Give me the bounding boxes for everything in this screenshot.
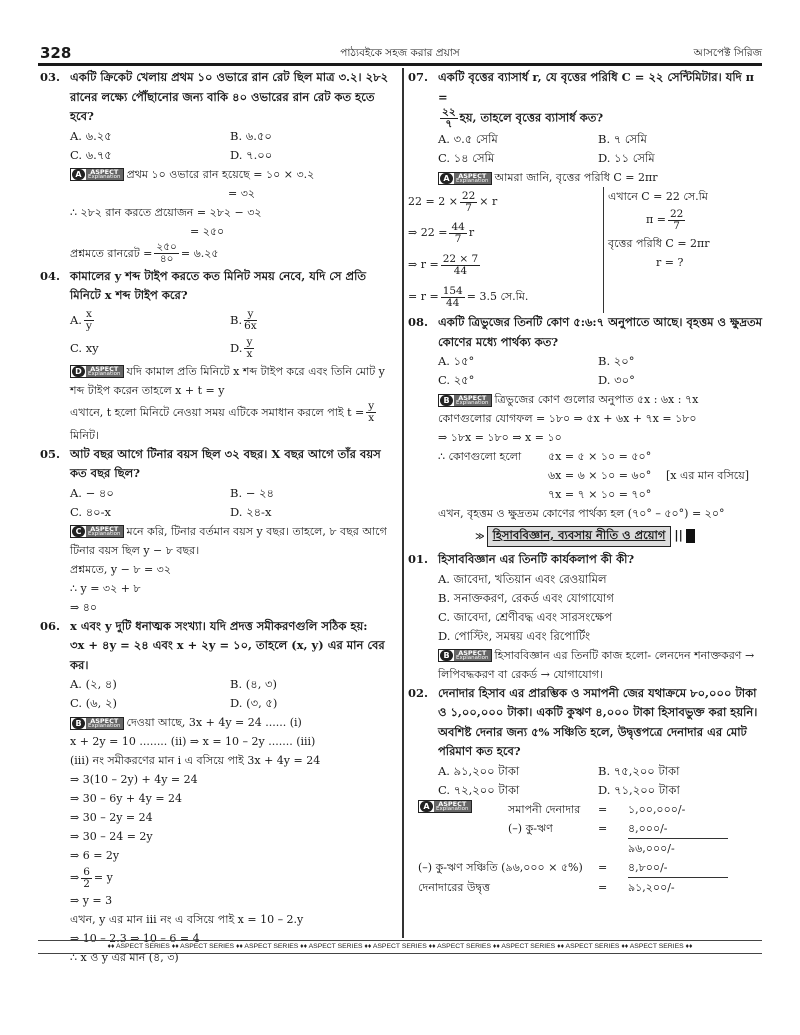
double-chevron-icon: ≫	[475, 532, 485, 542]
exp-line: r	[468, 226, 475, 239]
badge-sub: Explanation	[436, 805, 469, 812]
section-block	[686, 529, 695, 543]
option: A. − ৪০	[70, 485, 114, 500]
option: B. ২০°	[598, 354, 635, 368]
exp-line: ⇒	[70, 871, 80, 884]
option: C. xy	[70, 340, 99, 355]
option: D. ৩০°	[598, 373, 635, 387]
question-text: হিসাববিজ্ঞান এর তিনটি কার্যকলাপ কী কী?	[438, 552, 635, 566]
explanation	[408, 646, 762, 684]
exp-line: ⇒ 6 = 2y	[70, 849, 120, 862]
exp-line: (iii) নং সমীকরণের মান i এ বসিয়ে পাই 3x + 4y = 24	[70, 754, 321, 767]
series-name: আসপেক্ট সিরিজ	[693, 47, 762, 59]
section-header	[408, 526, 762, 547]
numerator: 6	[83, 865, 90, 878]
option	[230, 334, 390, 362]
exp-line: ত্রিভুজের কোণ গুলোর অনুপাত ৫x : ৬x : ৭x	[494, 393, 699, 406]
exp-line: প্রশ্নমতে, y − ৮ = ৩২	[70, 562, 171, 576]
exp-line: এখন, বৃহত্তম ও ক্ষুদ্রতম কোণের পার্থক্য হল (৭০° – ৫০°) = ২০°	[438, 507, 725, 520]
question-text: হয়, তাহলে বৃত্তের ব্যাসার্ধ কত?	[459, 110, 604, 125]
section-bars: ||	[674, 528, 683, 542]
badge-brand: ASPECT	[438, 799, 467, 808]
answer-badge	[418, 800, 472, 813]
column-divider	[402, 68, 404, 938]
answer-letter: B	[440, 395, 453, 406]
exp-line: ⇒ 30 – 2y = 24	[70, 811, 153, 824]
numerator: y	[244, 309, 257, 321]
options	[40, 306, 398, 362]
explanation	[40, 362, 398, 445]
exp-line: ⇒ r =	[408, 258, 439, 271]
exp-line: = y	[93, 871, 113, 884]
denominator: 7	[454, 232, 462, 245]
exp-line: আমরা জানি, বৃত্তের পরিধি C = 2πr	[494, 171, 658, 184]
badge-brand: ASPECT	[458, 649, 487, 657]
badge-brand: ASPECT	[458, 171, 487, 180]
calc-label	[508, 839, 598, 858]
exp-line: = ৩২	[228, 186, 256, 200]
option: D. (৩, ৫)	[230, 696, 278, 710]
calc-value: ৯১,২০০/-	[628, 880, 675, 894]
options	[408, 762, 762, 800]
exp-line: = ২৫০	[190, 224, 225, 238]
options	[40, 484, 398, 522]
exp-line: কোণগুলোর যোগফল = ১৮০ ⇒ ৫x + ৬x + ৭x = ১৮০	[438, 412, 697, 425]
calc-eq	[598, 839, 628, 858]
option: C. ২৫°	[438, 373, 475, 387]
badge-sub: Explanation	[88, 174, 121, 180]
question-text: দেনাদার হিসাব এর প্রারম্ভিক ও সমাপনী জের যথাক্রমে ৮০,০০০ টাকা ও ১,০০,০০০ টাকা। একটি কুঋণ ৪,০০০ টাকা হিসাবভুক্ত করা হয়নি। অবশিষ্ট দেনার জন্য ৫% সঞ্চিতি হলে, উদ্বৃত্তপত্রে দেনাদার এর মোট পরিমাণ কত হবে?	[438, 685, 758, 758]
exp-line: ⇒ 10 – 2.3 ⇒ 10 – 6 = 4	[70, 932, 200, 945]
question-04	[40, 267, 398, 445]
question-text: একটি বৃত্তের ব্যাসার্ধ r, যে বৃত্তের পরিধি C = ২২ সেন্টিমিটার। যদি π =	[438, 70, 755, 104]
exp-line: = 3.5 সে.মি.	[466, 290, 529, 303]
answer-badge	[70, 168, 124, 181]
exp-line: ⇒ 30 – 24 = 2y	[70, 830, 153, 843]
question-text: x এবং y দুটি ধনাত্মক সংখ্যা। যদি প্রদত্ত সমীকরণগুলি সঠিক হয়:	[70, 618, 368, 633]
explanation	[408, 168, 762, 187]
option: C. (৬, ২)	[70, 696, 117, 710]
exp-line: ⇒ 22 =	[408, 226, 448, 239]
explanation	[40, 522, 398, 617]
badge-brand: ASPECT	[90, 525, 119, 533]
question-text: একটি ক্রিকেট খেলায় প্রথম ১০ ওভারে রান রেট ছিল মাত্র ৩.২। ২৮২ রানের লক্ষ্যে পৌঁছানোর জন্য বাকি ৪০ ওভারের রান রেট কত হতে হবে?	[70, 70, 389, 123]
exp-line: = r =	[408, 290, 439, 303]
option: A. ১৫°	[438, 354, 475, 368]
answer-letter: A	[72, 169, 85, 180]
option: A. ৩.৫ সেমি	[438, 132, 498, 146]
calc-row	[418, 819, 762, 839]
option: B. ৭ সেমি	[598, 132, 647, 146]
denominator: 44	[453, 264, 468, 277]
option: A. জাবেদা, খতিয়ান এবং রেওয়ামিল	[438, 571, 607, 586]
question-number: 01.	[408, 552, 429, 566]
numerator: y	[246, 336, 253, 348]
option: C. জাবেদা, শ্রেণীবদ্ধ এবং সারসংক্ষেপ	[438, 609, 613, 624]
option-label: B.	[230, 312, 243, 327]
footer-banner: ♦♦ ASPECT SERIES ♦♦ ASPECT SERIES ♦♦ ASPECT SERIES ♦♦ ASPECT SERIES ♦♦ ASPECT SERIES ♦♦ ASPECT SERIES ♦♦ ASPECT SERIES ♦♦ ASPECT SERIES ♦♦ ASPECT SERIES ♦♦	[38, 940, 762, 954]
badge-sub: Explanation	[456, 177, 489, 184]
exp-line: ⇒ ৪০	[70, 600, 98, 614]
exp-note: [x এর মান বসিয়ে]	[666, 469, 749, 482]
exp-line: ⇒ ১৮x = ১৮০ ⇒ x = ১০	[438, 431, 562, 444]
exp-line: ⇒ y = 3	[70, 894, 113, 907]
option: D. ৭.০০	[230, 147, 273, 162]
question-number: 05.	[40, 446, 61, 461]
page-number: 328	[40, 44, 72, 62]
question-01	[408, 550, 762, 684]
answer-badge	[438, 172, 492, 185]
option: A. ৬.২৫	[70, 128, 112, 143]
option	[70, 306, 230, 334]
denominator: ৪০	[159, 253, 174, 265]
exp-line: হিসাববিজ্ঞান এর তিনটি কাজ হলো- লেনদেন শনাক্তকরণ → লিপিবদ্ধকরণ বা রেকর্ড → যোগাযোগ।	[438, 648, 755, 681]
calc-value: ৯৬,০০০/-	[628, 841, 675, 855]
question-02	[408, 684, 762, 897]
answer-badge	[438, 649, 492, 662]
option: C. ৬.৭৫	[70, 147, 112, 162]
question-07	[408, 68, 762, 313]
exp-line: প্রথম ১০ ওভারে রান হয়েছে = ১০ × ৩.২	[126, 167, 315, 181]
exp-line: এখানে C = 22 সে.মি	[608, 190, 708, 203]
numerator: ২৫০	[156, 241, 177, 253]
question-number: 07.	[408, 70, 429, 84]
question-text: ৩x + ৪y = ২৪ এবং x + ২y = ১০, তাহলে (x, y) এর মান বের কর।	[70, 638, 385, 672]
exp-line: r = ?	[656, 256, 684, 269]
exp-line: ∴ x ও y এর মান (৪, ৩)	[70, 951, 179, 964]
numerator: 22	[669, 207, 684, 220]
denominator: 7	[673, 219, 680, 232]
badge-brand: ASPECT	[458, 393, 487, 402]
question-03	[40, 68, 398, 267]
question-text: কামালের y শব্দ টাইপ করতে কত মিনিট সময় নেবে, যদি সে প্রতি মিনিটে x শব্দ টাইপ করে?	[70, 268, 367, 302]
calc-value: ৪,৮০০/-	[628, 858, 728, 878]
question-08	[408, 313, 762, 523]
option: B. ৬.৫০	[230, 128, 272, 143]
question-06	[40, 617, 398, 968]
numerator: y	[368, 400, 375, 412]
answer-badge	[70, 365, 124, 378]
solution-steps	[408, 187, 603, 313]
exp-line: ৬x = ৬ × ১০ = ৬০°	[548, 469, 652, 482]
exp-line: ৫x = ৫ × ১০ = ৫০°	[548, 450, 652, 463]
badge-sub: Explanation	[88, 371, 121, 377]
calc-row	[418, 839, 762, 858]
exp-line: মিনিট।	[70, 428, 99, 442]
solution-split	[408, 187, 762, 313]
denominator: x	[368, 412, 375, 424]
exp-line: x + 2y = 10 ........ (ii) ⇒ x = 10 – 2y ....... (iii)	[70, 735, 316, 748]
option	[230, 306, 390, 334]
question-text: একটি ত্রিভুজের তিনটি কোণ ৫:৬:৭ অনুপাতে আছে। বৃহত্তম ও ক্ষুদ্রতম কোণের মধ্যে পার্থক্য কত?	[438, 315, 762, 349]
question-number: 03.	[40, 70, 61, 84]
exp-line: = ৬.২৫	[180, 246, 219, 260]
right-column	[408, 68, 762, 897]
option: D. ১১ সেমি	[598, 151, 655, 165]
exp-line: ∴ কোণগুলো হলো	[438, 450, 522, 463]
option: A. ৯১,২০০ টাকা	[438, 763, 520, 778]
denominator: y	[85, 320, 92, 332]
answer-letter: D	[72, 366, 85, 377]
answer-letter: B	[72, 718, 85, 729]
option: D. পোস্টিং, সমন্বয় এবং রিপোর্টিং	[438, 628, 591, 643]
badge-sub: Explanation	[88, 722, 121, 729]
badge-brand: ASPECT	[90, 716, 119, 725]
given-values	[603, 187, 710, 313]
exp-line: ৭x = ৭ × ১০ = ৭০°	[548, 488, 652, 501]
header-title: পাঠ্যবইকে সহজ করার প্রয়াস	[340, 47, 460, 59]
exp-line: ∴ y = ৩২ + ৮	[70, 581, 141, 595]
calc-eq: =	[598, 880, 608, 894]
badge-sub: Explanation	[456, 399, 489, 406]
question-05	[40, 445, 398, 617]
calc-eq: =	[598, 802, 608, 816]
exp-line: ⇒ 30 – 6y + 4y = 24	[70, 792, 183, 805]
exp-line: এখানে, t হলো মিনিটে নেওয়া সময় এটিকে সমাধান করলে পাই t =	[70, 405, 365, 419]
exp-line: যদি কামাল প্রতি মিনিটে x শব্দ টাইপ করে এবং তিনি মোট y শব্দ টাইপ করেন তাহলে x + t = y	[70, 364, 385, 397]
section-title: হিসাববিজ্ঞান, ব্যবসায় নীতি ও প্রয়োগ	[487, 526, 672, 547]
denominator: x	[246, 348, 253, 360]
explanation	[40, 165, 398, 267]
option: A. (২, ৪)	[70, 677, 117, 691]
denominator: 2	[83, 877, 90, 890]
option: C. ৭২,২০০ টাকা	[438, 782, 520, 797]
option: B. (৪, ৩)	[230, 677, 277, 691]
denominator: 44	[446, 296, 460, 309]
calc-label: সমাপনী দেনাদার	[508, 802, 581, 816]
denominator: 7	[465, 201, 472, 214]
calc-label: দেনাদারের উদ্বৃত্ত	[418, 880, 490, 894]
question-number: 02.	[408, 685, 429, 700]
option-label: A.	[70, 312, 82, 327]
exp-line: এখন, y এর মান iii নং এ বসিয়ে পাই x = 10 – 2.y	[70, 913, 304, 926]
left-column	[40, 68, 398, 967]
answer-badge	[438, 394, 492, 407]
answer-badge	[70, 525, 124, 538]
exp-line: π =	[646, 213, 666, 226]
calc-value: ৪,০০০/-	[628, 819, 728, 839]
option: B. সনাক্তকরণ, রেকর্ড এবং যোগাযোগ	[438, 590, 614, 605]
answer-letter: A	[440, 173, 453, 184]
calc-row	[418, 800, 762, 819]
calc-label: (–) কু-ঋণ	[508, 821, 553, 835]
exp-line: 22 = 2 ×	[408, 195, 458, 208]
option: D. ৭১,২০০ টাকা	[598, 782, 680, 797]
question-number: 08.	[408, 315, 429, 329]
exp-line: ⇒ 3(10 – 2y) + 4y = 24	[70, 773, 198, 786]
badge-brand: ASPECT	[90, 365, 119, 373]
options	[408, 352, 762, 390]
option: C. ৪০-x	[70, 504, 112, 519]
option: D. ২৪-x	[230, 504, 272, 519]
options	[40, 127, 398, 165]
numerator: x	[85, 308, 92, 320]
question-number: 04.	[40, 268, 61, 283]
numerator: 44	[451, 220, 465, 233]
badge-brand: ASPECT	[90, 168, 119, 176]
calc-row	[418, 878, 762, 897]
explanation	[408, 390, 762, 523]
exp-line: দেওয়া আছে, 3x + 4y = 24 ...... (i)	[126, 716, 302, 729]
exp-line: প্রশ্নমতে রানরেট =	[70, 246, 153, 260]
fraction	[154, 242, 178, 265]
answer-letter: B	[440, 650, 453, 661]
option: C. ১৪ সেমি	[438, 151, 495, 165]
numerator: 22 × 7	[442, 252, 479, 265]
question-number: 06.	[40, 618, 61, 633]
option: B. ৭৫,২০০ টাকা	[598, 763, 680, 778]
denominator: 6x	[244, 320, 257, 332]
calc-label: (–) কু-ঋণ সঞ্চিতি (৯৬,০০০ × ৫%)	[418, 860, 583, 874]
numerator: 154	[442, 284, 463, 297]
exp-line: বৃত্তের পরিধি C = 2πr	[608, 237, 710, 250]
calc-row	[418, 858, 762, 878]
option: B. − ২৪	[230, 485, 274, 500]
exp-line: মনে করি, টিনার বর্তমান বয়স y বছর। তাহলে, ৮ বছর আগে টিনার বয়স ছিল y − ৮ বছর।	[70, 524, 387, 557]
options	[40, 675, 398, 713]
question-text: আট বছর আগে টিনার বয়স ছিল ৩২ বছর। X বছর আগে তাঁর বয়স কত বছর ছিল?	[70, 446, 381, 480]
option-label: D.	[230, 340, 243, 355]
page-header	[38, 44, 762, 62]
badge-sub: Explanation	[456, 655, 489, 661]
badge-sub: Explanation	[88, 531, 121, 537]
answer-letter: A	[420, 801, 433, 812]
header-rule	[38, 63, 762, 66]
calc-eq: =	[598, 860, 608, 874]
answer-letter: C	[72, 526, 85, 537]
exp-line: × r	[479, 195, 498, 208]
calc-eq: =	[598, 821, 608, 835]
calc-value: ১,০০,০০০/-	[628, 802, 686, 816]
denominator: ৭	[445, 118, 453, 130]
answer-badge	[70, 717, 124, 730]
numerator: 22	[461, 189, 476, 202]
options	[408, 130, 762, 168]
numerator: ২২	[442, 106, 456, 118]
exp-line: ∴ ২৮২ রান করতে প্রয়োজন = ২৮২ − ৩২	[70, 205, 262, 219]
explanation	[408, 800, 762, 897]
options	[408, 570, 762, 646]
explanation	[40, 713, 398, 967]
